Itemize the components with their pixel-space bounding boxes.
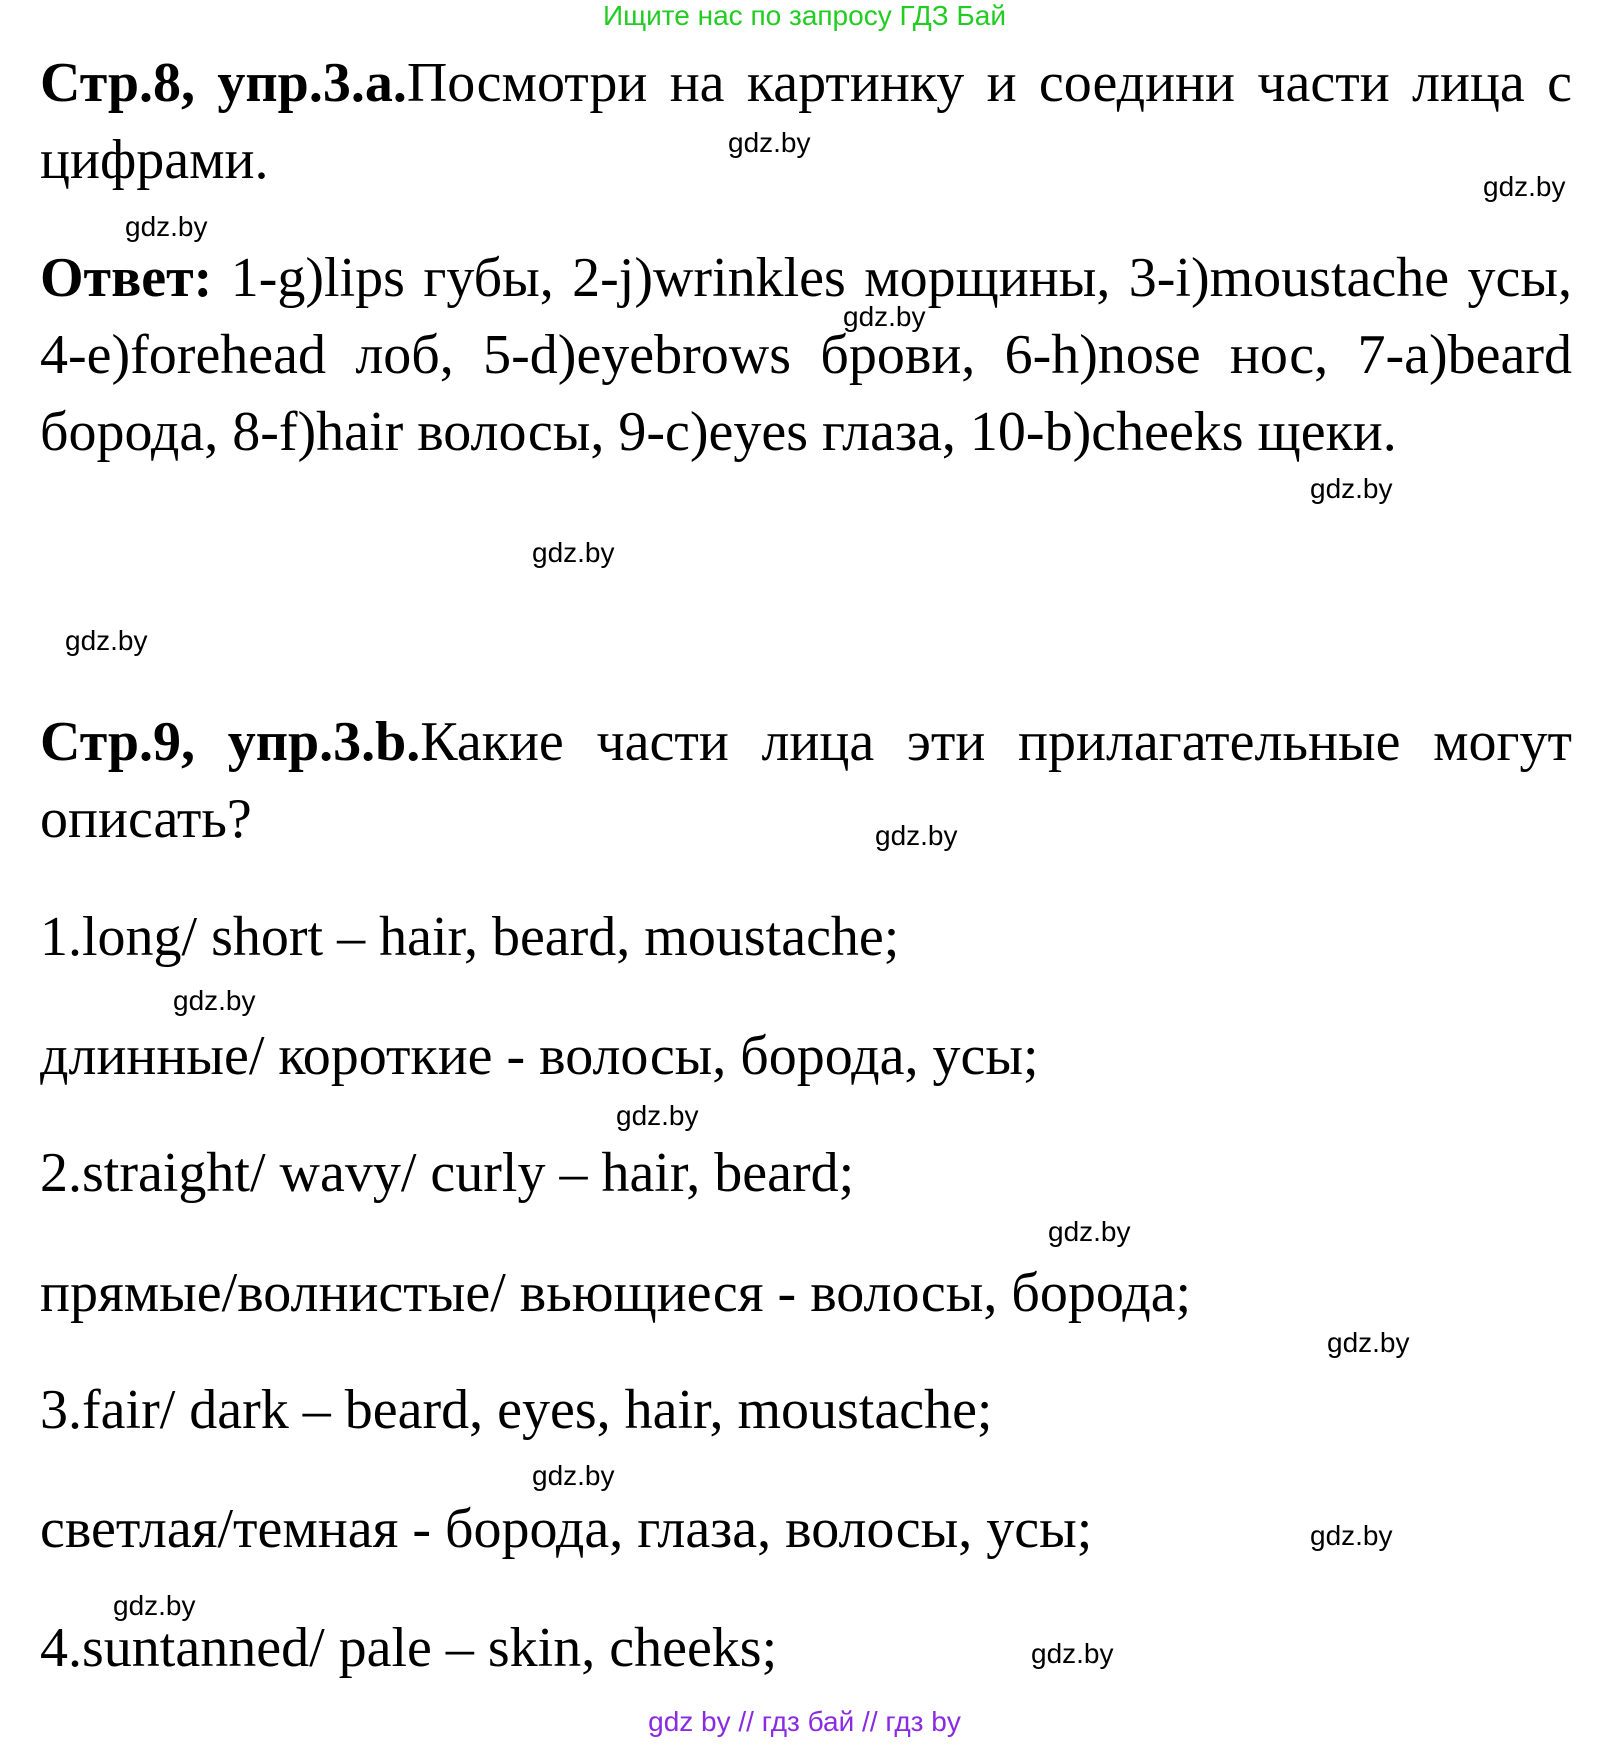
watermark: gdz.by — [65, 625, 148, 656]
watermark: gdz.by — [532, 1460, 615, 1491]
watermark: gdz.by — [125, 211, 208, 242]
exercise-3a-answer — [40, 240, 1572, 471]
watermark: gdz.by — [875, 820, 958, 851]
answer-line-2: длинные/ короткие - волосы, борода, усы; — [40, 1025, 1039, 1087]
watermark: gdz.by — [1031, 1638, 1114, 1669]
watermark: gdz.by — [1483, 171, 1566, 202]
footer-links: gdz by // гдз бай // гдз by — [648, 1706, 961, 1737]
watermark: gdz.by — [173, 985, 256, 1016]
watermark: gdz.by — [113, 1590, 196, 1621]
answer-line-1: 1.long/ short – hair, beard, moustache; — [40, 906, 900, 968]
answer-line-3: 2.straight/ wavy/ curly – hair, beard; — [40, 1142, 855, 1204]
watermark: gdz.by — [728, 127, 811, 158]
answer-text: 1-g)lips губы, 2-j)wrinkles морщины, 3-i)moustache усы, 4-e)forehead лоб, 5-d)eyebrows брови, 6-h)nose нос, 7-a)beard борода, 8-f)hair волосы, 9-c)eyes глаза, 10-b)cheeks щеки. — [40, 247, 1572, 463]
answer-line-6: светлая/темная - борода, глаза, волосы, усы; — [40, 1498, 1093, 1560]
answer-line-7: 4.suntanned/ pale – skin, cheeks; — [40, 1617, 778, 1679]
search-banner: Ищите нас по запросу ГДЗ Бай — [602, 0, 1007, 31]
watermark: gdz.by — [1310, 1520, 1393, 1551]
watermark: gdz.by — [1310, 473, 1393, 504]
answer-line-4: прямые/волнистые/ вьющиеся - волосы, борода; — [40, 1262, 1192, 1324]
exercise-3b-paragraph — [40, 704, 1572, 858]
exercise-3b-instruction: Какие части лица эти прилагательные могут описать? — [40, 711, 1572, 850]
answer-line-5: 3.fair/ dark – beard, eyes, hair, moustache; — [40, 1379, 993, 1441]
watermark: gdz.by — [1327, 1327, 1410, 1358]
exercise-3b-heading: Стр.9, упр.3.b. — [40, 711, 421, 773]
answer-label: Ответ: — [40, 247, 213, 309]
watermark: gdz.by — [1048, 1216, 1131, 1247]
watermark: gdz.by — [843, 301, 926, 332]
exercise-3a-paragraph — [40, 45, 1572, 199]
exercise-3a-heading: Стр.8, упр.3.a. — [40, 52, 407, 114]
watermark: gdz.by — [532, 537, 615, 568]
watermark: gdz.by — [616, 1100, 699, 1131]
exercise-3a-instruction: Посмотри на картинку и соедини части лица с цифрами. — [40, 52, 1572, 191]
